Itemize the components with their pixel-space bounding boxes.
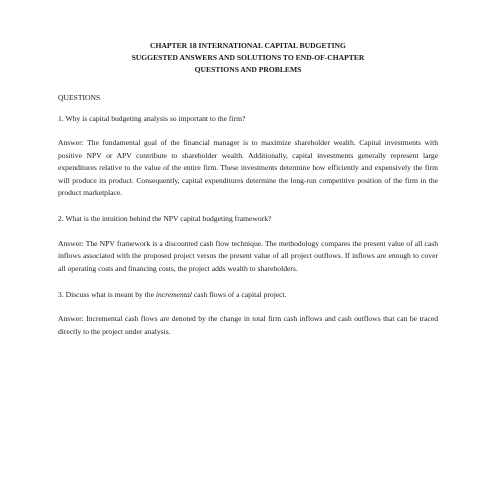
answer-2: Answer: The NPV framework is a discounted cash flow technique. The methodology compares the present value of all cash inflows associated with the proposed project versus the present value of all project outflows. If inflows are enough to cover all operating costs and financing costs, the project adds wealth to shareholders. xyxy=(58,238,438,273)
answer-1: Answer: The fundamental goal of the financial manager is to maximize shareholder wealth. Capital investments with positive NPV or APV contribute to shareholder wealth. Additionally, capital investments generally represent large expenditures relative to the value of the entire firm. These investments determine how efficiently and expensively the firm will produce its product. Consequently, capital expenditures determine the long-run competitive position of the firm in the product marketplace. xyxy=(58,138,438,198)
chapter-header xyxy=(58,40,438,76)
chapter-title: CHAPTER 18 INTERNATIONAL CAPITAL BUDGETING xyxy=(150,41,346,50)
chapter-subtitle-2: QUESTIONS AND PROBLEMS xyxy=(194,65,302,74)
chapter-subtitle: SUGGESTED ANSWERS AND SOLUTIONS TO END-OF-CHAPTER xyxy=(131,53,365,62)
question-3-prefix: 3. Discuss what is meant by the xyxy=(58,290,156,300)
question-3-emphasis: incremental xyxy=(155,290,192,300)
question-3-suffix: cash flows of a capital project. xyxy=(191,290,287,300)
document-page xyxy=(58,40,438,338)
section-label: QUESTIONS xyxy=(58,93,101,102)
answer-3: Answer: Incremental cash flows are denoted by the change in total firm cash inflows and cash outflows that can be traced directly to the project under analysis. xyxy=(58,314,438,336)
question-2: 2. What is the intuition behind the NPV capital budgeting framework? xyxy=(58,214,272,224)
question-3 xyxy=(58,289,438,301)
question-1: 1. Why is capital budgeting analysis so important to the firm? xyxy=(58,114,246,123)
